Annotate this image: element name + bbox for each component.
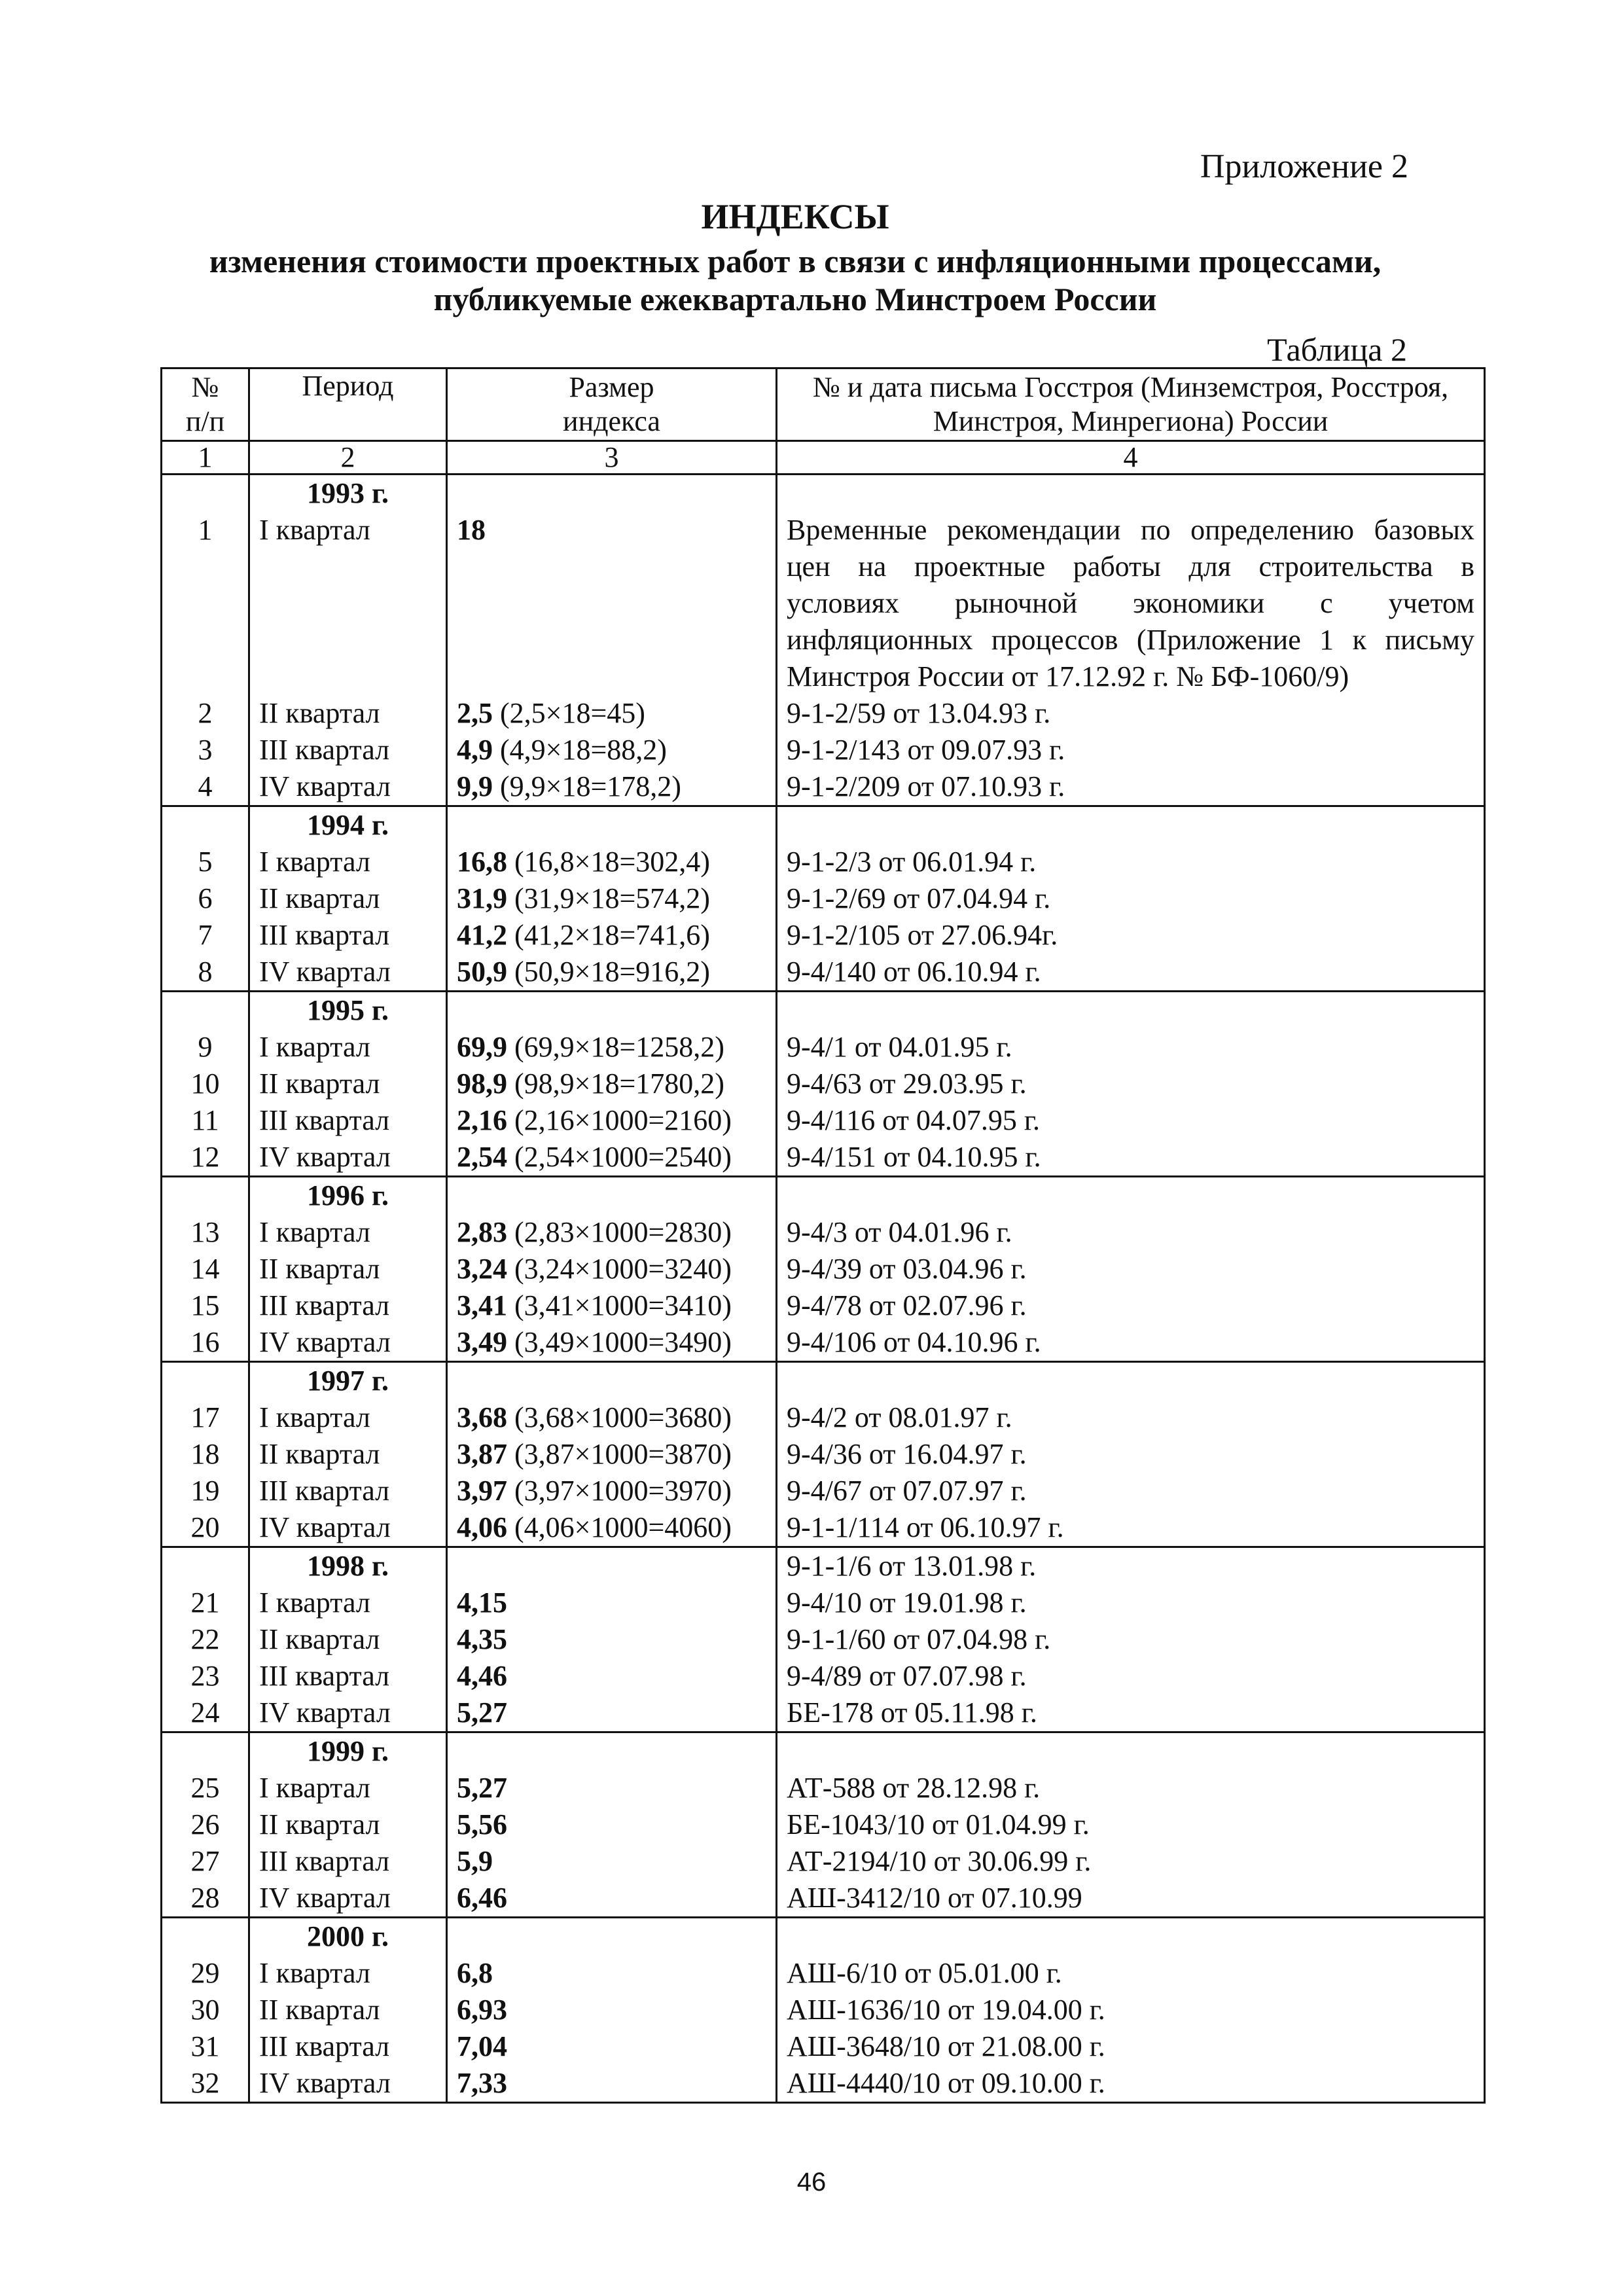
table-row	[162, 1806, 1485, 1843]
index-value: 5,56	[457, 1808, 507, 1840]
table-row	[162, 1139, 1485, 1177]
year-label: 1996 г.	[249, 1177, 447, 1215]
row-number: 28	[162, 1880, 249, 1918]
index-calculation: (4,9×18=88,2)	[493, 734, 667, 766]
letter-cell: 9-4/36 от 16.04.97 г.	[777, 1436, 1485, 1473]
index-calculation: (3,41×1000=3410)	[507, 1289, 732, 1321]
period-cell: I квартал	[249, 1585, 447, 1621]
year-label: 1993 г.	[249, 475, 447, 512]
table-row	[162, 917, 1485, 954]
index-cell	[447, 1585, 777, 1621]
index-cell	[447, 768, 777, 806]
letter-cell: 9-1-2/59 от 13.04.93 г.	[777, 695, 1485, 732]
letter-cell: 9-1-1/6 от 13.01.98 г.	[777, 1547, 1485, 1585]
letter-cell: АШ-4440/10 от 09.10.00 г.	[777, 2065, 1485, 2103]
letter-line: цен на проектные работы для строительства в	[787, 550, 1474, 583]
year-label: 1994 г.	[249, 806, 447, 844]
table-row	[162, 695, 1485, 732]
appendix-label: Приложение 2	[1200, 148, 1408, 185]
table-row	[162, 1992, 1485, 2028]
table-row	[162, 1473, 1485, 1509]
table-row	[162, 1658, 1485, 1695]
index-value: 9,9	[457, 770, 493, 802]
table-row	[162, 1251, 1485, 1287]
row-number	[162, 475, 249, 512]
header-period: Период	[249, 368, 447, 441]
letter-cell: 9-4/116 от 04.07.95 г.	[777, 1102, 1485, 1139]
index-cell	[447, 1658, 777, 1695]
year-label: 2000 г.	[249, 1918, 447, 1956]
period-cell: II квартал	[249, 1992, 447, 2028]
index-cell	[447, 1139, 777, 1177]
letter-cell: 9-4/89 от 07.07.98 г.	[777, 1658, 1485, 1695]
letter-cell: АШ-3648/10 от 21.08.00 г.	[777, 2028, 1485, 2065]
letter-cell: АТ-588 от 28.12.98 г.	[777, 1770, 1485, 1806]
year-row	[162, 1547, 1485, 1585]
index-calculation: (9,9×18=178,2)	[493, 770, 681, 802]
table-row	[162, 2028, 1485, 2065]
index-value: 5,27	[457, 1772, 507, 1804]
letter-cell: 9-1-2/69 от 07.04.94 г.	[777, 880, 1485, 917]
row-number: 26	[162, 1806, 249, 1843]
letter-cell	[777, 1362, 1485, 1400]
period-cell: III квартал	[249, 1102, 447, 1139]
table-row	[162, 768, 1485, 806]
period-cell: II квартал	[249, 1066, 447, 1102]
column-number-row	[162, 441, 1485, 475]
year-row	[162, 1732, 1485, 1770]
table-row	[162, 1436, 1485, 1473]
period-cell: I квартал	[249, 1399, 447, 1436]
row-number: 27	[162, 1843, 249, 1880]
row-number	[162, 1732, 249, 1770]
index-cell	[447, 1880, 777, 1918]
letter-cell: 9-4/1 от 04.01.95 г.	[777, 1029, 1485, 1066]
letter-cell	[777, 992, 1485, 1030]
letter-cell	[777, 1177, 1485, 1215]
period-cell: IV квартал	[249, 1880, 447, 1918]
period-cell: IV квартал	[249, 1324, 447, 1362]
row-number	[162, 1918, 249, 1956]
year-row	[162, 1177, 1485, 1215]
letter-cell: 9-4/78 от 02.07.96 г.	[777, 1287, 1485, 1324]
index-value: 6,93	[457, 1994, 507, 2026]
row-number: 7	[162, 917, 249, 954]
index-calculation: (69,9×18=1258,2)	[507, 1031, 724, 1063]
row-number: 8	[162, 954, 249, 992]
row-number: 21	[162, 1585, 249, 1621]
period-cell: I квартал	[249, 1955, 447, 1992]
index-cell	[447, 1214, 777, 1251]
letter-cell: АШ-3412/10 от 07.10.99	[777, 1880, 1485, 1918]
index-cell	[447, 1695, 777, 1732]
index-calculation: (3,68×1000=3680)	[507, 1401, 732, 1433]
index-value: 3,87	[457, 1438, 507, 1470]
table-row	[162, 1843, 1485, 1880]
letter-cell: БЕ-1043/10 от 01.04.99 г.	[777, 1806, 1485, 1843]
period-cell: III квартал	[249, 1473, 447, 1509]
table-row	[162, 732, 1485, 768]
row-number: 3	[162, 732, 249, 768]
index-cell	[447, 1436, 777, 1473]
letter-cell: 9-4/151 от 04.10.95 г.	[777, 1139, 1485, 1177]
year-label: 1997 г.	[249, 1362, 447, 1400]
row-number: 14	[162, 1251, 249, 1287]
index-calculation: (2,16×1000=2160)	[507, 1104, 732, 1136]
index-cell	[447, 1362, 777, 1400]
period-cell: IV квартал	[249, 954, 447, 992]
index-calculation: (16,8×18=302,4)	[507, 846, 710, 878]
period-cell: I квартал	[249, 1214, 447, 1251]
year-label: 1998 г.	[249, 1547, 447, 1585]
period-cell: III квартал	[249, 732, 447, 768]
letter-cell: 9-4/67 от 07.07.97 г.	[777, 1473, 1485, 1509]
index-calculation: (31,9×18=574,2)	[507, 882, 710, 914]
row-number: 2	[162, 695, 249, 732]
index-cell	[447, 2028, 777, 2065]
table-row	[162, 512, 1485, 695]
table-row	[162, 1102, 1485, 1139]
index-value: 50,9	[457, 956, 507, 988]
row-number: 13	[162, 1214, 249, 1251]
row-number: 18	[162, 1436, 249, 1473]
index-cell	[447, 1102, 777, 1139]
index-value: 6,46	[457, 1882, 507, 1914]
index-value: 6,8	[457, 1957, 493, 1989]
index-calculation: (98,9×18=1780,2)	[507, 1067, 724, 1100]
index-cell	[447, 2065, 777, 2103]
period-cell: I квартал	[249, 844, 447, 880]
letter-cell: 9-1-2/3 от 06.01.94 г.	[777, 844, 1485, 880]
index-value: 4,15	[457, 1587, 507, 1619]
column-number: 1	[162, 441, 249, 475]
index-value: 4,06	[457, 1511, 507, 1543]
table-row	[162, 1585, 1485, 1621]
index-value: 3,97	[457, 1475, 507, 1507]
table-row	[162, 1880, 1485, 1918]
index-table	[160, 367, 1486, 2104]
letter-cell	[777, 512, 1485, 695]
row-number: 17	[162, 1399, 249, 1436]
index-calculation: (4,06×1000=4060)	[507, 1511, 732, 1543]
row-number: 20	[162, 1509, 249, 1547]
row-number: 23	[162, 1658, 249, 1695]
index-cell	[447, 695, 777, 732]
index-calculation: (2,5×18=45)	[493, 697, 645, 729]
period-cell: III квартал	[249, 1658, 447, 1695]
period-cell: IV квартал	[249, 1509, 447, 1547]
index-calculation: (50,9×18=916,2)	[507, 956, 710, 988]
period-cell: II квартал	[249, 1806, 447, 1843]
letter-cell	[777, 1918, 1485, 1956]
column-number: 2	[249, 441, 447, 475]
index-cell	[447, 1955, 777, 1992]
row-number: 16	[162, 1324, 249, 1362]
index-value: 5,9	[457, 1845, 493, 1877]
index-cell	[447, 1547, 777, 1585]
index-cell	[447, 512, 777, 695]
index-calculation: (41,2×18=741,6)	[507, 919, 710, 951]
year-label: 1995 г.	[249, 992, 447, 1030]
row-number: 19	[162, 1473, 249, 1509]
letter-line: инфляционных процессов (Приложение 1 к письму	[787, 624, 1474, 656]
letter-cell: АТ-2194/10 от 30.06.99 г.	[777, 1843, 1485, 1880]
index-calculation: (3,49×1000=3490)	[507, 1326, 732, 1358]
index-value: 3,68	[457, 1401, 507, 1433]
index-value: 69,9	[457, 1031, 507, 1063]
index-calculation: (3,24×1000=3240)	[507, 1253, 732, 1285]
column-number: 3	[447, 441, 777, 475]
index-cell	[447, 1473, 777, 1509]
period-cell: III квартал	[249, 1287, 447, 1324]
index-value: 3,24	[457, 1253, 507, 1285]
table-row	[162, 1214, 1485, 1251]
table-row	[162, 844, 1485, 880]
table-row	[162, 1695, 1485, 1732]
index-cell	[447, 1177, 777, 1215]
letter-cell: 9-1-2/209 от 07.10.93 г.	[777, 768, 1485, 806]
index-calculation: (3,87×1000=3870)	[507, 1438, 732, 1470]
index-value: 7,04	[457, 2030, 507, 2062]
document-title: ИНДЕКСЫ	[701, 197, 889, 236]
year-label: 1999 г.	[249, 1732, 447, 1770]
index-cell	[447, 1843, 777, 1880]
letter-cell	[777, 1732, 1485, 1770]
index-value: 4,46	[457, 1660, 507, 1692]
index-calculation: (2,54×1000=2540)	[507, 1141, 732, 1173]
index-cell	[447, 1029, 777, 1066]
index-cell	[447, 732, 777, 768]
table-row	[162, 1770, 1485, 1806]
index-cell	[447, 844, 777, 880]
index-value: 3,41	[457, 1289, 507, 1321]
index-cell	[447, 806, 777, 844]
year-row	[162, 1918, 1485, 1956]
letter-cell: 9-1-2/143 от 09.07.93 г.	[777, 732, 1485, 768]
year-row	[162, 806, 1485, 844]
index-value: 4,9	[457, 734, 493, 766]
table-label: Таблица 2	[1267, 331, 1407, 368]
index-cell	[447, 1287, 777, 1324]
index-cell	[447, 1621, 777, 1658]
letter-cell: 9-4/63 от 29.03.95 г.	[777, 1066, 1485, 1102]
table-row	[162, 1509, 1485, 1547]
row-number	[162, 1362, 249, 1400]
table-row	[162, 1287, 1485, 1324]
period-cell: III квартал	[249, 2028, 447, 2065]
index-calculation: (2,83×1000=2830)	[507, 1216, 732, 1248]
letter-line: Минстроя России от 17.12.92 г. № БФ-1060/9)	[787, 660, 1349, 692]
header-letter: № и дата письма Госстроя (Минземстроя, Росстроя, Минстроя, Минрегиона) России	[777, 368, 1485, 441]
column-number: 4	[777, 441, 1485, 475]
period-cell: I квартал	[249, 1770, 447, 1806]
letter-cell: 9-1-2/105 от 27.06.94г.	[777, 917, 1485, 954]
row-number: 12	[162, 1139, 249, 1177]
letter-cell: 9-1-1/60 от 07.04.98 г.	[777, 1621, 1485, 1658]
letter-cell: 9-4/39 от 03.04.96 г.	[777, 1251, 1485, 1287]
index-value: 41,2	[457, 919, 507, 951]
letter-cell: 9-1-1/114 от 06.10.97 г.	[777, 1509, 1485, 1547]
page-number: 46	[796, 2168, 827, 2197]
year-row	[162, 1362, 1485, 1400]
row-number: 15	[162, 1287, 249, 1324]
table-header-row	[162, 368, 1485, 441]
table-row	[162, 1399, 1485, 1436]
index-cell	[447, 1251, 777, 1287]
index-value: 16,8	[457, 846, 507, 878]
header-index-size: Размер индекса	[447, 368, 777, 441]
index-cell	[447, 992, 777, 1030]
row-number: 31	[162, 2028, 249, 2065]
letter-cell	[777, 806, 1485, 844]
row-number: 30	[162, 1992, 249, 2028]
table-row	[162, 1066, 1485, 1102]
index-cell	[447, 1918, 777, 1956]
period-cell: I квартал	[249, 512, 447, 695]
row-number: 5	[162, 844, 249, 880]
index-cell	[447, 1992, 777, 2028]
row-number	[162, 1547, 249, 1585]
index-cell	[447, 475, 777, 512]
table-row	[162, 954, 1485, 992]
index-value: 98,9	[457, 1067, 507, 1100]
year-row	[162, 992, 1485, 1030]
index-cell	[447, 1770, 777, 1806]
period-cell: IV квартал	[249, 2065, 447, 2103]
row-number: 24	[162, 1695, 249, 1732]
row-number: 10	[162, 1066, 249, 1102]
header-number: № п/п	[162, 368, 249, 441]
year-row	[162, 475, 1485, 512]
period-cell: IV квартал	[249, 1695, 447, 1732]
letter-cell: 9-4/3 от 04.01.96 г.	[777, 1214, 1485, 1251]
period-cell: II квартал	[249, 880, 447, 917]
index-value: 2,54	[457, 1141, 507, 1173]
index-cell	[447, 917, 777, 954]
period-cell: II квартал	[249, 695, 447, 732]
index-cell	[447, 1066, 777, 1102]
index-calculation: (3,97×1000=3970)	[507, 1475, 732, 1507]
table-row	[162, 1621, 1485, 1658]
row-number	[162, 992, 249, 1030]
row-number: 25	[162, 1770, 249, 1806]
row-number: 6	[162, 880, 249, 917]
index-value: 5,27	[457, 1696, 507, 1729]
index-cell	[447, 1399, 777, 1436]
row-number: 4	[162, 768, 249, 806]
letter-cell	[777, 475, 1485, 512]
period-cell: I квартал	[249, 1029, 447, 1066]
row-number: 1	[162, 512, 249, 695]
letter-line: условиях рыночной экономики с учетом	[787, 587, 1474, 619]
document-subtitle-line1: изменения стоимости проектных работ в связи с инфляционными процессами,	[209, 243, 1382, 279]
index-value: 2,16	[457, 1104, 507, 1136]
period-cell: III квартал	[249, 1843, 447, 1880]
letter-cell: АШ-1636/10 от 19.04.00 г.	[777, 1992, 1485, 2028]
table-row	[162, 1955, 1485, 1992]
document-subtitle-line2: публикуемые ежеквартально Минстроем России	[433, 281, 1157, 317]
table-row	[162, 880, 1485, 917]
index-value: 31,9	[457, 882, 507, 914]
index-cell	[447, 1324, 777, 1362]
period-cell: IV квартал	[249, 768, 447, 806]
index-cell	[447, 954, 777, 992]
index-cell	[447, 1806, 777, 1843]
table-row	[162, 1324, 1485, 1362]
index-value: 2,5	[457, 697, 493, 729]
table-row	[162, 2065, 1485, 2103]
row-number: 9	[162, 1029, 249, 1066]
index-value: 18	[457, 514, 486, 546]
index-cell	[447, 1732, 777, 1770]
letter-cell: БЕ-178 от 05.11.98 г.	[777, 1695, 1485, 1732]
row-number	[162, 1177, 249, 1215]
index-value: 7,33	[457, 2067, 507, 2099]
period-cell: II квартал	[249, 1436, 447, 1473]
table-row	[162, 1029, 1485, 1066]
letter-cell: 9-4/106 от 04.10.96 г.	[777, 1324, 1485, 1362]
letter-cell: 9-4/140 от 06.10.94 г.	[777, 954, 1485, 992]
row-number: 32	[162, 2065, 249, 2103]
period-cell: II квартал	[249, 1621, 447, 1658]
letter-cell: 9-4/10 от 19.01.98 г.	[777, 1585, 1485, 1621]
row-number	[162, 806, 249, 844]
letter-cell: 9-4/2 от 08.01.97 г.	[777, 1399, 1485, 1436]
index-cell	[447, 880, 777, 917]
period-cell: II квартал	[249, 1251, 447, 1287]
letter-cell: АШ-6/10 от 05.01.00 г.	[777, 1955, 1485, 1992]
index-cell	[447, 1509, 777, 1547]
period-cell: III квартал	[249, 917, 447, 954]
row-number: 11	[162, 1102, 249, 1139]
row-number: 22	[162, 1621, 249, 1658]
index-value: 4,35	[457, 1623, 507, 1655]
index-value: 2,83	[457, 1216, 507, 1248]
row-number: 29	[162, 1955, 249, 1992]
period-cell: IV квартал	[249, 1139, 447, 1177]
index-value: 3,49	[457, 1326, 507, 1358]
letter-line: Временные рекомендации по определению базовых	[787, 514, 1474, 546]
